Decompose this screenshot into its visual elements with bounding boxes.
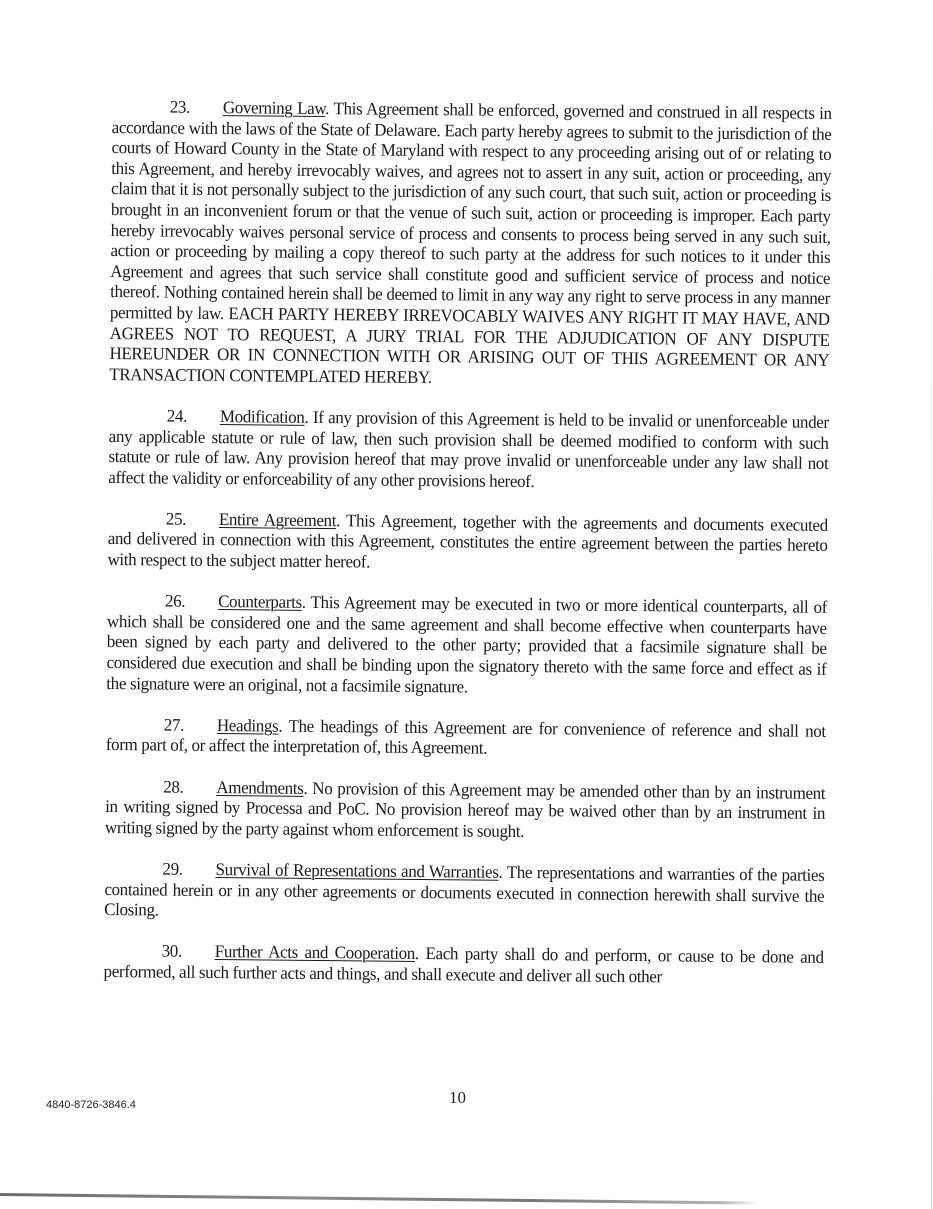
section-body: . This Agreement may be executed in two or more identical counterparts, all of which shall be considered one and the same agreement and shall become effective when counterparts have been signed by each party and delivered to the other party; provided that a facsimile signature shall be considered due execution and shall be binding upon the signatory thereto with the same force and effect as if the signature were an original, not a facsimile signature. [106,592,828,697]
section-heading: Governing Law [222,97,326,119]
section-27-headings [106,714,826,762]
section-26-counterparts [106,590,827,700]
document-id-footer: 4840-8726-3846.4 [46,1099,136,1111]
section-24-modification [108,405,829,494]
section-number: 24. [166,405,188,426]
section-heading: Modification [219,405,305,427]
section-heading: Entire Agreement [218,508,337,531]
page-number: 10 [449,1088,466,1107]
section-number: 29. [162,858,183,879]
section-body: . This Agreement, together with the agreements and documents executed and delivered in connection with this Agreement, constitutes the entire agreement between the parties hereto with respect to the subject matter hereof. [107,510,828,572]
section-number: 28. [163,776,184,797]
section-body: . The headings of this Agreement are for convenience of reference and shall not form part of, or affect the interpretation of, this Agreement. [105,715,826,759]
section-heading: Further Acts and Cooperation [214,941,416,964]
section-30-further-acts [103,940,823,988]
section-23-governing-law [109,96,832,391]
scan-bottom-edge [0,1193,760,1205]
section-25-entire-agreement [107,508,827,577]
document-body [103,96,832,1009]
section-body: . If any provision of this Agreement is held to be invalid or unenforceable under any applicable statute or rule of law, then such provision shall be deemed modified to conform with such statute or rule of law. Any provision hereof that may prove invalid or unenforceable under any law shall not affect the validity or enforceability of any other provisions hereof. [108,406,829,491]
section-body: . No provision of this Agreement may be amended other than by an instrument in writing signed by Processa and PoC. No provision hereof may be waived other than by an instrument in writing signed by the party against whom enforcement is sought. [104,777,826,841]
section-29-survival [104,858,824,927]
section-number: 27. [163,714,185,735]
section-heading: Counterparts [218,591,302,613]
section-28-amendments [105,776,825,845]
section-body: . Each party shall do and perform, or cause to be done and performed, all such further acts and things, and shall execute and deliver all such other [103,943,824,987]
scan-right-edge [931,0,932,1209]
section-heading: Headings [216,714,279,736]
section-number: 23. [169,96,191,117]
section-body: . The representations and warranties of the parties contained herein or in any other agreements or documents executed in connection herewith shall survive the Closing. [104,861,825,920]
section-number: 26. [164,590,186,611]
section-heading: Amendments [216,776,304,798]
section-number: 25. [165,508,187,529]
section-number: 30. [161,940,183,962]
section-heading: Survival of Representations and Warranties [215,858,499,882]
section-body: . This Agreement shall be enforced, governed and construed in all respects in accordance with the laws of the State of Delaware. Each party hereby agrees to submit to the jurisdiction of the courts of Howard County in the State of Maryland with respect to any proceeding arising out of or relating to this Agreement, and hereby irrevocably waives, and agrees not to assert in any suit, action or proceeding, any claim that it is not personally subject to the jurisdiction of any such court, that such suit, action or proceeding is brought in an inconvenient forum or that the venue of such suit, action or proceeding is improper. Each party hereby irrevocably waives personal service of process and consents to process being served in any such suit, action or proceeding by mailing a copy thereof to such party at the address for such notices to it under this Agreement and agrees that such service shall constitute good and sufficient service of process and notice thereof. Nothing contained herein shall be deemed to limit in any way any right to serve process in any manner permitted by law. EACH PARTY HEREBY IRREVOCABLY WAIVES ANY RIGHT IT MAY HAVE, AND AGREES NOT TO REQUEST, A JURY TRIAL FOR THE ADJUDICATION OF ANY DISPUTE HEREUNDER OR IN CONNECTION WITH OR ARISING OUT OF THIS AGREEMENT OR ANY TRANSACTION CONTEMPLATED HEREBY. [109,98,832,387]
